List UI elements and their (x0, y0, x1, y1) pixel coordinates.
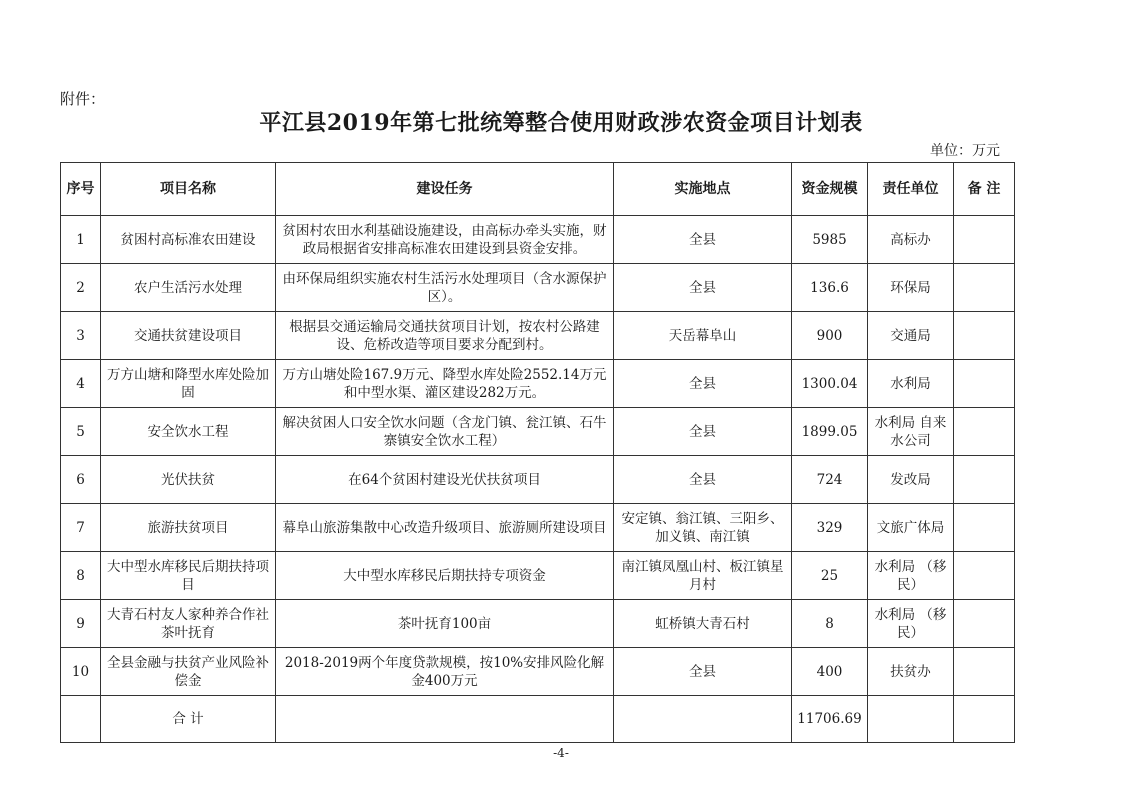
row-number-cell: 4 (61, 360, 101, 408)
total-amount: 11706.69 (792, 696, 868, 743)
total-label: 合 计 (101, 696, 276, 743)
fund-amount-cell: 329 (792, 504, 868, 552)
total-note-cell (954, 696, 1015, 743)
responsible-unit-cell: 扶贫办 (868, 648, 954, 696)
location-cell: 全县 (614, 264, 792, 312)
total-location-cell (614, 696, 792, 743)
row-number-cell: 9 (61, 600, 101, 648)
table-row (61, 600, 1015, 648)
fund-amount-cell: 25 (792, 552, 868, 600)
location-cell: 南江镇凤凰山村、板江镇星月村 (614, 552, 792, 600)
table-row (61, 360, 1015, 408)
fund-amount-cell: 1300.04 (792, 360, 868, 408)
construction-task-cell: 解决贫困人口安全饮水问题（含龙门镇、瓮江镇、石牛寨镇安全饮水工程） (276, 408, 614, 456)
note-cell (954, 216, 1015, 264)
location-cell: 全县 (614, 216, 792, 264)
table-row (61, 216, 1015, 264)
project-name-cell: 旅游扶贫项目 (101, 504, 276, 552)
table-row (61, 552, 1015, 600)
note-cell (954, 264, 1015, 312)
construction-task-cell: 贫困村农田水利基础设施建设，由高标办牵头实施，财政局根据省安排高标准农田建设到县资金安排。 (276, 216, 614, 264)
note-cell (954, 648, 1015, 696)
responsible-unit-cell: 水利局 (868, 360, 954, 408)
construction-task-cell: 根据县交通运输局交通扶贫项目计划，按农村公路建设、危桥改造等项目要求分配到村。 (276, 312, 614, 360)
table-row (61, 312, 1015, 360)
note-cell (954, 600, 1015, 648)
construction-task-cell: 在64个贫困村建设光伏扶贫项目 (276, 456, 614, 504)
fund-amount-cell: 400 (792, 648, 868, 696)
construction-task-cell: 由环保局组织实施农村生活污水处理项目（含水源保护区）。 (276, 264, 614, 312)
total-no-cell (61, 696, 101, 743)
responsible-unit-cell: 文旅广体局 (868, 504, 954, 552)
row-number-cell: 5 (61, 408, 101, 456)
note-cell (954, 552, 1015, 600)
fund-amount-cell: 1899.05 (792, 408, 868, 456)
responsible-unit-cell: 水利局 （移民） (868, 552, 954, 600)
row-number-cell: 3 (61, 312, 101, 360)
col-header-location: 实施地点 (614, 163, 792, 216)
fund-amount-cell: 8 (792, 600, 868, 648)
col-header-unit: 责任单位 (868, 163, 954, 216)
project-name-cell: 全县金融与扶贫产业风险补偿金 (101, 648, 276, 696)
row-number-cell: 6 (61, 456, 101, 504)
project-name-cell: 万方山塘和降型水库处险加固 (101, 360, 276, 408)
fund-amount-cell: 724 (792, 456, 868, 504)
table-row (61, 504, 1015, 552)
responsible-unit-cell: 环保局 (868, 264, 954, 312)
project-name-cell: 贫困村高标准农田建设 (101, 216, 276, 264)
project-name-cell: 大中型水库移民后期扶持项目 (101, 552, 276, 600)
project-name-cell: 交通扶贫建设项目 (101, 312, 276, 360)
row-number-cell: 7 (61, 504, 101, 552)
table-row (61, 456, 1015, 504)
note-cell (954, 360, 1015, 408)
row-number-cell: 8 (61, 552, 101, 600)
table-row (61, 408, 1015, 456)
col-header-note: 备 注 (954, 163, 1015, 216)
project-name-cell: 光伏扶贫 (101, 456, 276, 504)
total-unit-cell (868, 696, 954, 743)
project-table (60, 162, 1015, 743)
project-name-cell: 大青石村友人家种养合作社茶叶抚育 (101, 600, 276, 648)
fund-amount-cell: 136.6 (792, 264, 868, 312)
row-number-cell: 1 (61, 216, 101, 264)
page-number: -4- (553, 746, 569, 760)
table-row (61, 648, 1015, 696)
page-title: 平江县2019年第七批统筹整合使用财政涉农资金项目计划表 (259, 110, 863, 136)
responsible-unit-cell: 水利局 自来水公司 (868, 408, 954, 456)
fund-amount-cell: 5985 (792, 216, 868, 264)
col-header-no: 序号 (61, 163, 101, 216)
location-cell: 安定镇、翁江镇、三阳乡、加义镇、南江镇 (614, 504, 792, 552)
project-name-cell: 农户生活污水处理 (101, 264, 276, 312)
construction-task-cell: 幕阜山旅游集散中心改造升级项目、旅游厕所建设项目 (276, 504, 614, 552)
note-cell (954, 504, 1015, 552)
col-header-amount: 资金规模 (792, 163, 868, 216)
total-row (61, 696, 1015, 743)
attachment-label: 附件： (60, 90, 106, 108)
fund-amount-cell: 900 (792, 312, 868, 360)
table-header-row (61, 163, 1015, 216)
location-cell: 全县 (614, 456, 792, 504)
construction-task-cell: 2018-2019两个年度贷款规模，按10%安排风险化解金400万元 (276, 648, 614, 696)
responsible-unit-cell: 水利局 （移民） (868, 600, 954, 648)
construction-task-cell: 茶叶抚育100亩 (276, 600, 614, 648)
row-number-cell: 10 (61, 648, 101, 696)
col-header-task: 建设任务 (276, 163, 614, 216)
responsible-unit-cell: 高标办 (868, 216, 954, 264)
total-task-cell (276, 696, 614, 743)
col-header-name: 项目名称 (101, 163, 276, 216)
table-row (61, 264, 1015, 312)
location-cell: 全县 (614, 648, 792, 696)
note-cell (954, 312, 1015, 360)
unit-note: 单位：万元 (930, 143, 1000, 159)
construction-task-cell: 大中型水库移民后期扶持专项资金 (276, 552, 614, 600)
row-number-cell: 2 (61, 264, 101, 312)
note-cell (954, 408, 1015, 456)
note-cell (954, 456, 1015, 504)
location-cell: 虹桥镇大青石村 (614, 600, 792, 648)
location-cell: 全县 (614, 408, 792, 456)
responsible-unit-cell: 发改局 (868, 456, 954, 504)
construction-task-cell: 万方山塘处险167.9万元、降型水库处险2552.14万元和中型水渠、灌区建设282万元。 (276, 360, 614, 408)
project-name-cell: 安全饮水工程 (101, 408, 276, 456)
location-cell: 全县 (614, 360, 792, 408)
responsible-unit-cell: 交通局 (868, 312, 954, 360)
location-cell: 天岳幕阜山 (614, 312, 792, 360)
